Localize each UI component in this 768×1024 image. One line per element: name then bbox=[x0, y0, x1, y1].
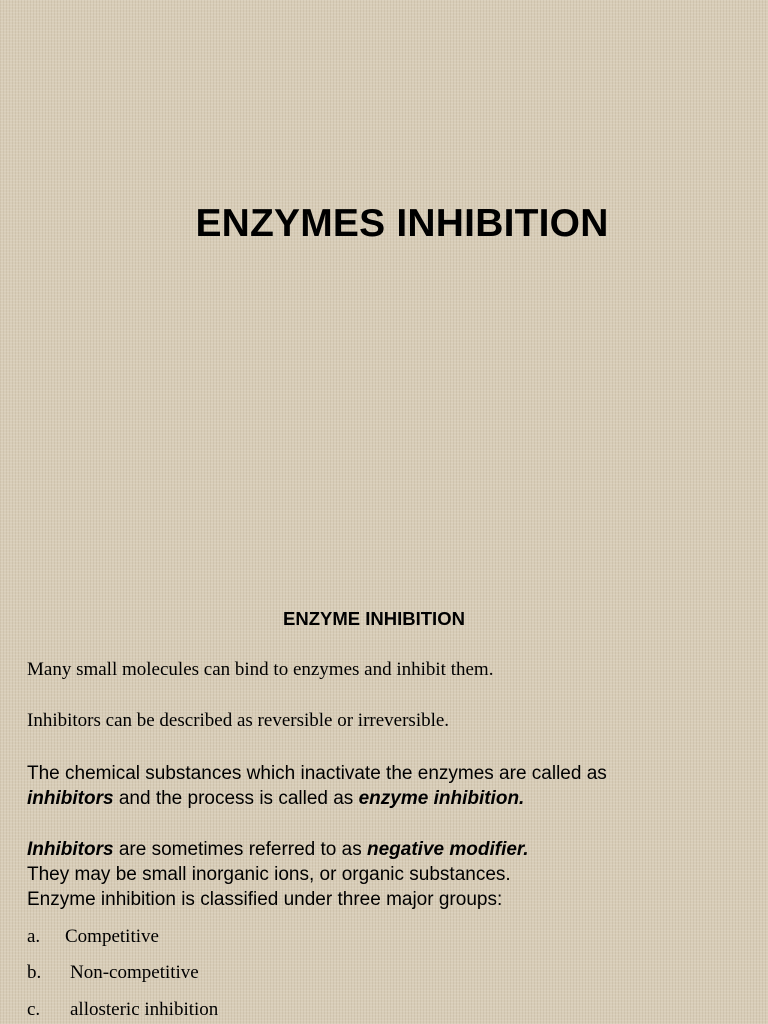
list-item-non-competitive bbox=[27, 961, 199, 985]
term-negative-modifier: negative modifier. bbox=[367, 839, 529, 860]
paragraph-small-molecules: Many small molecules can bind to enzymes and inhibit them. bbox=[27, 659, 494, 680]
list-item-allosteric bbox=[27, 998, 218, 1022]
definition-line-1: The chemical substances which inactivate the enzymes are called as bbox=[27, 763, 607, 784]
term-inhibitors-2: Inhibitors bbox=[27, 839, 114, 860]
list-item-competitive bbox=[27, 925, 159, 949]
list-text-allosteric: allosteric inhibition bbox=[70, 999, 219, 1020]
definition-connector: and the process is called as bbox=[113, 788, 359, 809]
term-enzyme-inhibition: enzyme inhibition. bbox=[358, 788, 525, 809]
modifier-line-3: Enzyme inhibition is classified under three major groups: bbox=[27, 889, 503, 910]
definition-line-2 bbox=[27, 786, 607, 811]
term-inhibitors: inhibitors bbox=[27, 788, 114, 809]
paragraph-reversible: Inhibitors can be described as reversible or irreversible. bbox=[27, 710, 450, 731]
paragraph-inhibitors-definition bbox=[27, 761, 607, 811]
list-marker-a: a. bbox=[27, 926, 41, 947]
modifier-line-2: They may be small inorganic ions, or organic substances. bbox=[27, 864, 511, 885]
list-text-non-competitive: Non-competitive bbox=[70, 962, 199, 983]
list-marker-c: c. bbox=[27, 999, 41, 1020]
section-heading: ENZYME INHIBITION bbox=[283, 608, 465, 629]
modifier-connector: are sometimes referred to as bbox=[113, 839, 367, 860]
paragraph-negative-modifier bbox=[27, 837, 529, 912]
modifier-line-1 bbox=[27, 837, 529, 862]
slide-title: ENZYMES INHIBITION bbox=[195, 202, 609, 245]
list-text-competitive: Competitive bbox=[65, 926, 159, 947]
list-marker-b: b. bbox=[27, 962, 42, 983]
